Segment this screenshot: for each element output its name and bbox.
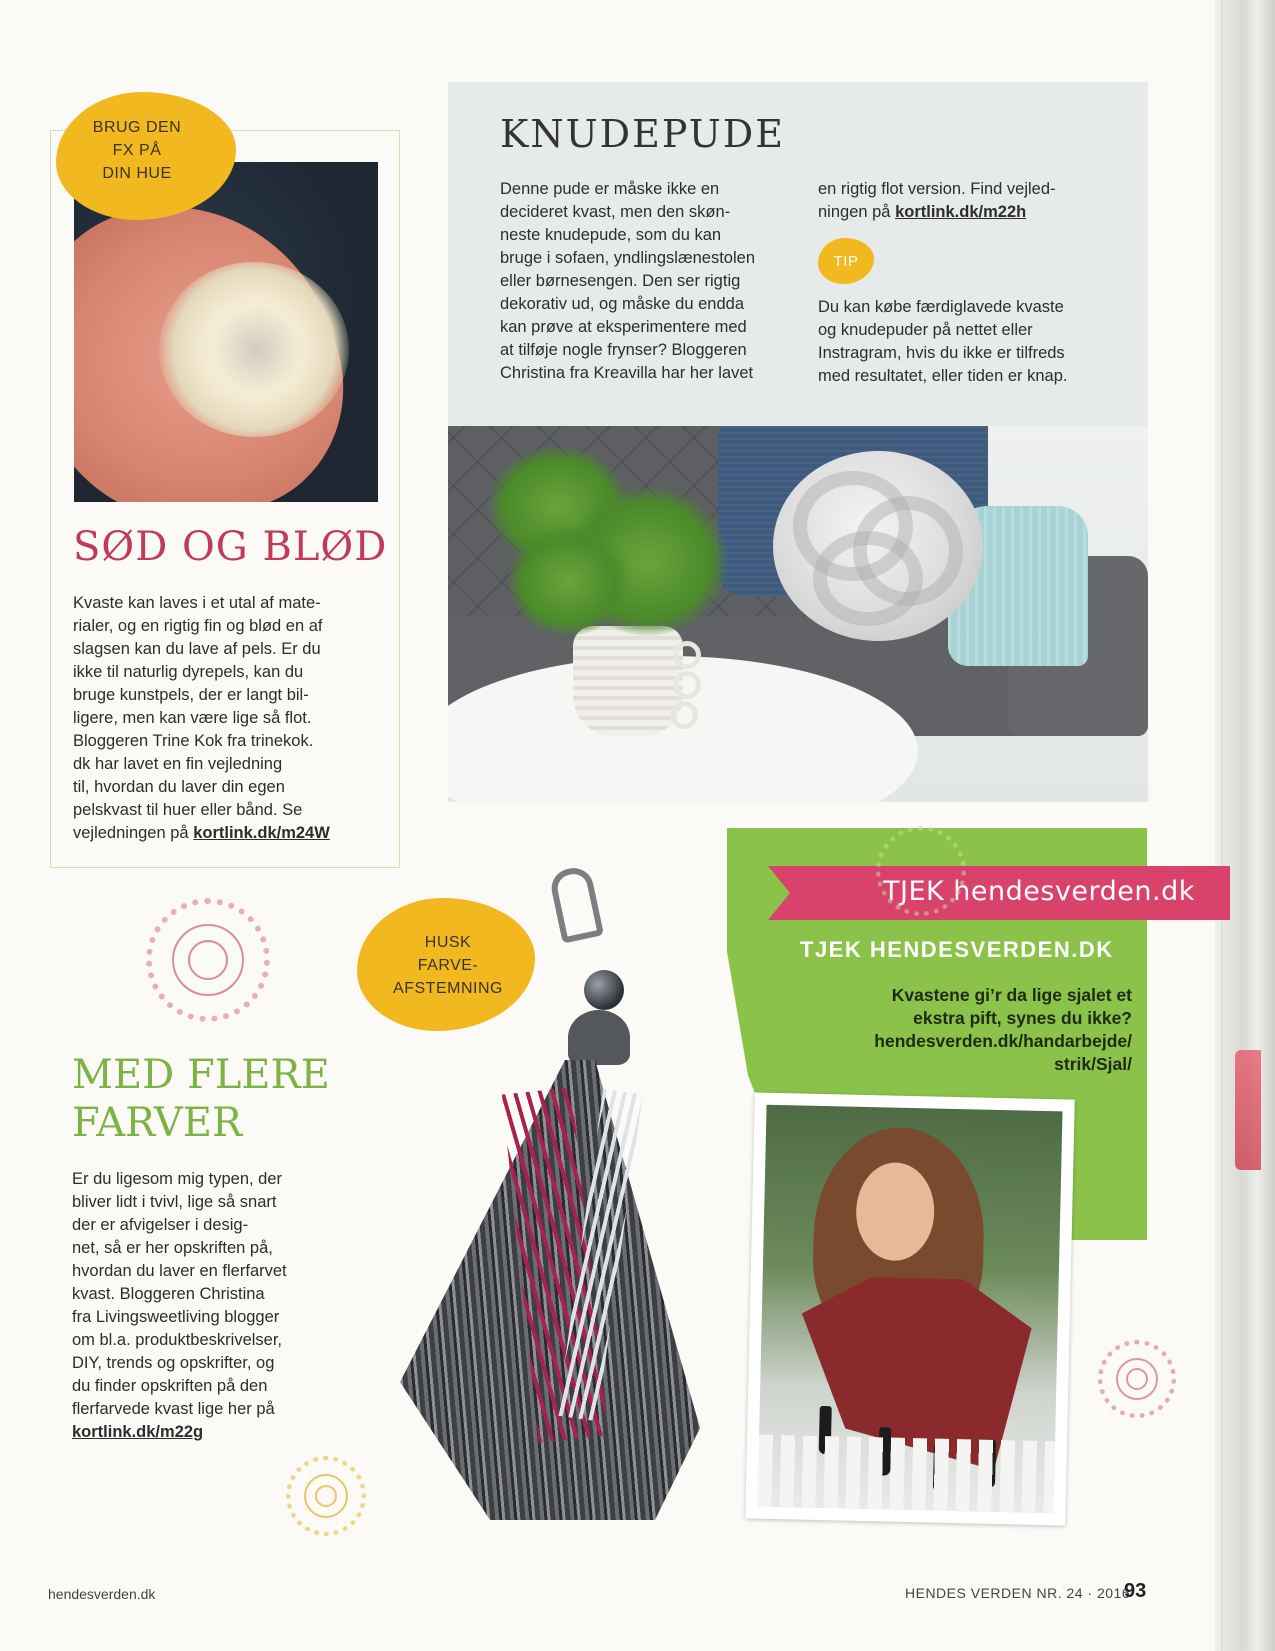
fern-leaves xyxy=(508,526,628,636)
tassel-clasp xyxy=(548,864,604,943)
heading-sod-og-blod: SØD OG BLØD xyxy=(73,524,388,570)
pot-handle xyxy=(673,671,701,699)
white-fence xyxy=(757,1435,1055,1514)
footer-issue: HENDES VERDEN NR. 24 · 2016 xyxy=(905,1585,1131,1601)
article-med-flere-farver: Er du ligesom mig typen, der bliver lidt i tvivl, lige så snart der er afvigelser i desig- net, så er her opskriften på, hvordan du laver en flerfarvet kvast. Bloggeren Christina fra Livingsweetliving blogger om bl.a. produktbeskrivelser, DIY, trends og opskrifter, og du finder opskriften på den flerfarvede kvast lige her på kortlink.dk/m22g xyxy=(72,1170,287,1441)
heading-med-flere-farver: MED FLERE FARVER xyxy=(72,1052,330,1146)
plant-pot xyxy=(573,626,683,736)
heading-knudepude: KNUDEPUDE xyxy=(500,112,786,156)
pot-handle xyxy=(673,641,701,669)
photo-content xyxy=(757,1105,1062,1514)
next-page-edge xyxy=(1235,1050,1261,1170)
spine-line xyxy=(1221,0,1223,1651)
tip-text: Du kan købe færdiglavede kvaste og knudepuder på nettet eller Instragram, hvis du ikke er tilfreds med resultatet, eller tiden er knap. xyxy=(818,298,1068,385)
mandala-decoration xyxy=(876,826,966,916)
mandala-decoration xyxy=(286,1456,366,1536)
knot-loop xyxy=(813,531,923,626)
page-spine xyxy=(1215,0,1275,1651)
knot-pillow xyxy=(773,451,983,641)
callout-text-hat: BRUG DEN FX PÅ DIN HUE xyxy=(92,119,182,182)
sofa-knot-pillow-photo xyxy=(448,426,1148,802)
pot-handle xyxy=(670,701,698,729)
tassel-bead xyxy=(584,970,624,1010)
ribbon-text[interactable]: TJEK hendesverden.dk xyxy=(883,876,1195,907)
article-knudepude-col1: Denne pude er måske ikke en decideret kvast, men den skøn- neste knudepude, som du kan bruge i sofaen, yndlingslænestolen eller børnesengen. Den ser rigtig dekorativ ud, og måske du endda kan prøve at eksperimentere med at tilføje nogle frynser? Bloggeren Christina fra Kreavilla har her lavet xyxy=(500,180,756,382)
article-knudepude-col2: en rigtig flot version. Find vejled- ningen på kortlink.dk/m22h xyxy=(818,180,1056,221)
link-m22h[interactable]: kortlink.dk/m22h xyxy=(895,203,1027,221)
footer-site: hendesverden.dk xyxy=(48,1586,156,1602)
article-sod-og-blod: Kvaste kan laves i et utal af mate- rialer, og en rigtig fin og blød en af slagsen kan du lave af pels. Er du ikke til naturlig dyrepels, kan du bruge kunstpels, der er langt bil- ligere, men kan være lige så flot. Bloggeren Trine Kok fra trinekok. dk har lavet en fin vejledning til, hvordan du laver din egen pelskvast til huer eller bånd. Se vejledningen på kortlink.dk/m24W xyxy=(73,594,330,842)
promo-text: Kvastene gi’r da lige sjalet et ekstra pift, synes du ikke? hendesverden.dk/handarbejde/ strik/Sjal/ xyxy=(874,985,1132,1074)
link-m22g[interactable]: kortlink.dk/m22g xyxy=(72,1423,204,1441)
link-m24w[interactable]: kortlink.dk/m24W xyxy=(193,824,330,842)
woman-shawl-photo xyxy=(745,1092,1075,1525)
tassel-head xyxy=(568,1010,630,1065)
mandala-decoration xyxy=(1098,1340,1176,1418)
mandala-decoration xyxy=(146,898,270,1022)
page-number: 93 xyxy=(1124,1580,1147,1602)
fur-streak xyxy=(209,307,304,392)
tip-label: TIP xyxy=(833,253,859,270)
promo-heading: TJEK HENDESVERDEN.DK xyxy=(800,937,1114,962)
callout-text-color: HUSK FARVE- AFSTEMNING xyxy=(393,934,503,997)
